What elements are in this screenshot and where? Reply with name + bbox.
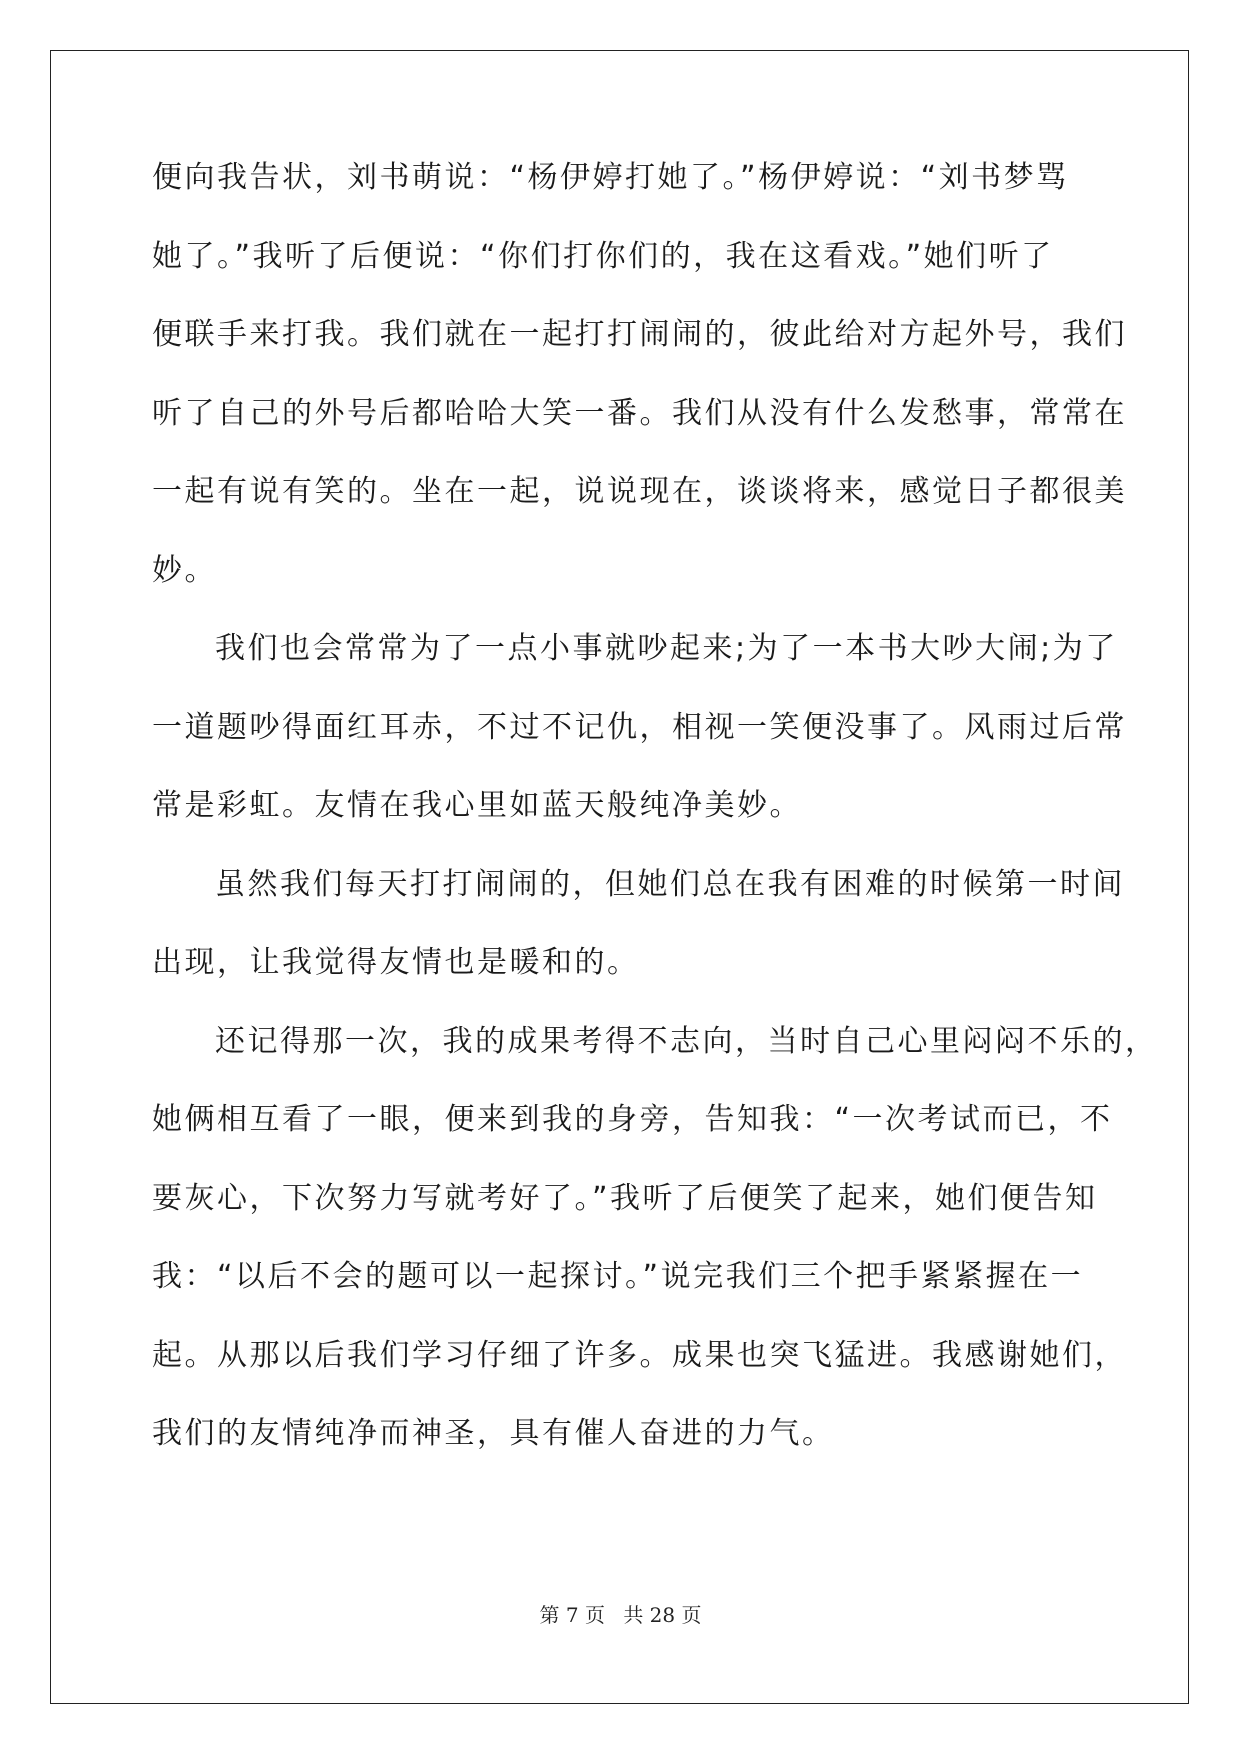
- body-line: 听了自己的外号后都哈哈大笑一番。我们从没有什么发愁事，常常在: [152, 395, 1127, 431]
- document-body: [152, 158, 1158, 1493]
- page-number: 第 7 页: [539, 1603, 605, 1627]
- body-line: 出现，让我觉得友情也是暖和的。: [152, 945, 640, 980]
- body-line: 便向我告状，刘书萌说：“杨伊婷打她了。”杨伊婷说：“刘书梦骂: [152, 160, 1069, 195]
- paragraph-first-line: 虽然我们每天打打闹闹的，但她们总在我有困难的时候第一时间: [215, 866, 1125, 902]
- body-line: 一道题吵得面红耳赤，不过不记仇，相视一笑便没事了。风雨过后常: [152, 709, 1127, 745]
- paragraph-first-line: 还记得那一次，我的成果考得不志向，当时自己心里闷闷不乐的，: [215, 1023, 1158, 1059]
- body-line: 我：“以后不会的题可以一起探讨。”说完我们三个把手紧紧握在一: [152, 1259, 1084, 1294]
- page-total: 共 28 页: [623, 1603, 702, 1627]
- body-line: 便联手来打我。我们就在一起打打闹闹的，彼此给对方起外号，我们: [152, 317, 1127, 352]
- body-line: 妙。: [152, 552, 217, 588]
- page-footer: [0, 1599, 1241, 1628]
- body-line: 她俩相互看了一眼，便来到我的身旁，告知我：“一次考试而已，不: [152, 1102, 1113, 1137]
- body-line: 起。从那以后我们学习仔细了许多。成果也突飞猛进。我感谢她们，: [152, 1337, 1127, 1373]
- body-line: 我们的友情纯净而神圣，具有催人奋进的力气。: [152, 1416, 835, 1451]
- body-line: 一起有说有笑的。坐在一起，说说现在，谈谈将来，感觉日子都很美: [152, 474, 1127, 509]
- paragraph-first-line: 我们也会常常为了一点小事就吵起来;为了一本书大吵大闹;为了: [215, 631, 1118, 666]
- body-line: 要灰心，下次努力写就考好了。”我听了后便笑了起来，她们便告知: [152, 1180, 1098, 1216]
- body-line: 常是彩虹。友情在我心里如蓝天般纯净美妙。: [152, 788, 802, 823]
- body-line: 她了。”我听了后便说：“你们打你们的，我在这看戏。”她们听了: [152, 238, 1054, 274]
